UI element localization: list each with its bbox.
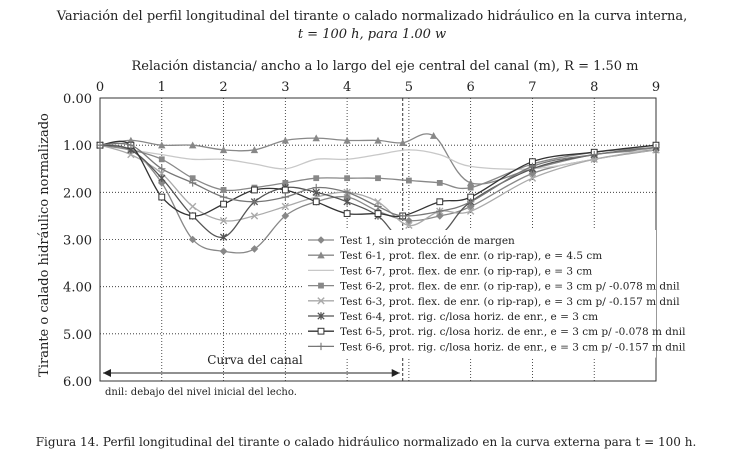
- legend-label: Test 6-4, prot. rig. c/losa horiz. de enr., e = 3 cm: [340, 311, 599, 323]
- x-tick-label: 9: [651, 80, 661, 95]
- data-point: [282, 203, 288, 209]
- legend-item: [308, 250, 602, 262]
- curve-arrow-left-head: [103, 369, 111, 377]
- curve-label: Curva del canal: [207, 353, 303, 367]
- y-tick-label: 3.00: [63, 233, 92, 249]
- data-point: [437, 199, 443, 205]
- footnote: dnil: debajo del nivel inicial del lecho.: [105, 387, 297, 398]
- data-point: [159, 174, 165, 181]
- x-tick-labels: [96, 80, 660, 95]
- data-point: [406, 178, 412, 184]
- x-tick-label: 7: [528, 80, 537, 95]
- data-point: [159, 194, 165, 200]
- data-point: [313, 199, 319, 205]
- y-tick-label: 4.00: [63, 280, 92, 296]
- chart-title-line2: t = 100 h, para 1.00 w: [297, 27, 447, 42]
- data-point: [189, 203, 195, 209]
- data-point: [282, 193, 289, 200]
- legend-item: [308, 326, 686, 338]
- legend-item: [308, 281, 680, 293]
- figure-caption: Figura 14. Perfil longitudinal del tirante o calado hidráulico normalizado en la curva externa para t = 100 h.: [35, 435, 697, 449]
- curve-arrow-right-head: [392, 369, 400, 377]
- data-point: [375, 211, 381, 217]
- data-point: [221, 201, 227, 207]
- data-point: [344, 198, 350, 205]
- x-tick-label: 0: [95, 80, 105, 95]
- legend-label: Test 6-5, prot. rig. c/losa horiz. de enr., e = 3 cm p/ -0.078 m dnil: [340, 326, 686, 339]
- x-tick-label: 3: [281, 80, 290, 95]
- data-point: [344, 211, 350, 217]
- legend-item: [308, 296, 680, 308]
- x-tick-label: 5: [404, 80, 414, 95]
- legend: [304, 230, 686, 358]
- legend-label: Test 6-3, prot. flex. de enr. (o rip-rap), e = 3 cm p/ -0.157 m dnil: [340, 295, 680, 308]
- data-point: [468, 185, 474, 191]
- series-4: [97, 142, 659, 193]
- legend-item: [308, 265, 592, 277]
- legend-background: [304, 230, 656, 358]
- x-tick-label: 4: [342, 80, 352, 95]
- legend-item: [308, 235, 515, 247]
- chart-title-line1: Variación del perfil longitudinal del tirante o calado normalizado hidráulico en la curva interna,: [56, 9, 688, 24]
- data-point: [221, 187, 227, 193]
- x-tick-label: 6: [466, 80, 475, 95]
- y-tick-label: 5.00: [63, 327, 92, 343]
- curve-arrow: [103, 369, 400, 377]
- legend-marker: [318, 283, 324, 289]
- legend-label: Test 1, sin protección de margen: [340, 235, 515, 247]
- data-point: [190, 213, 196, 219]
- data-point: [437, 180, 443, 186]
- data-point: [430, 132, 437, 139]
- data-point: [344, 175, 350, 181]
- data-point: [282, 187, 288, 193]
- data-point: [220, 193, 227, 200]
- data-point: [252, 187, 258, 193]
- data-point: [220, 247, 228, 255]
- legend-item: [308, 341, 686, 353]
- legend-item: [308, 311, 598, 323]
- data-point: [313, 175, 319, 181]
- series-line: [100, 145, 656, 190]
- x-tick-label: 2: [219, 80, 228, 95]
- legend-marker: [318, 328, 324, 334]
- legend-label: Test 6-6, prot. rig. c/losa horiz. de enr., e = 3 cm p/ -0.157 m dnil: [340, 341, 686, 354]
- legend-label: Test 6-7, prot. flex. de enr. (o rip-rap), e = 3 cm: [340, 265, 593, 278]
- legend-label: Test 6-1, prot. flex. de enr. (o rip-rap), e = 4.5 cm: [340, 250, 603, 263]
- y-tick-label: 1.00: [63, 139, 92, 155]
- x-tick-label: 1: [157, 80, 166, 95]
- data-point: [375, 175, 381, 181]
- legend-label: Test 6-2, prot. flex. de enr. (o rip-rap), e = 3 cm p/ -0.078 m dnil: [340, 280, 680, 293]
- data-point: [159, 156, 165, 162]
- x-tick-label: 8: [590, 80, 599, 95]
- y-tick-labels: [63, 92, 92, 390]
- top-axis-label: Relación distancia/ ancho a lo largo del eje central del canal (m), R = 1.50 m: [131, 59, 639, 74]
- y-tick-label: 0.00: [63, 92, 92, 107]
- y-tick-label: 2.00: [63, 186, 92, 202]
- y-tick-label: 6.00: [63, 375, 92, 390]
- y-axis-label: Tirante o calado hidráulico normalizado: [37, 113, 52, 377]
